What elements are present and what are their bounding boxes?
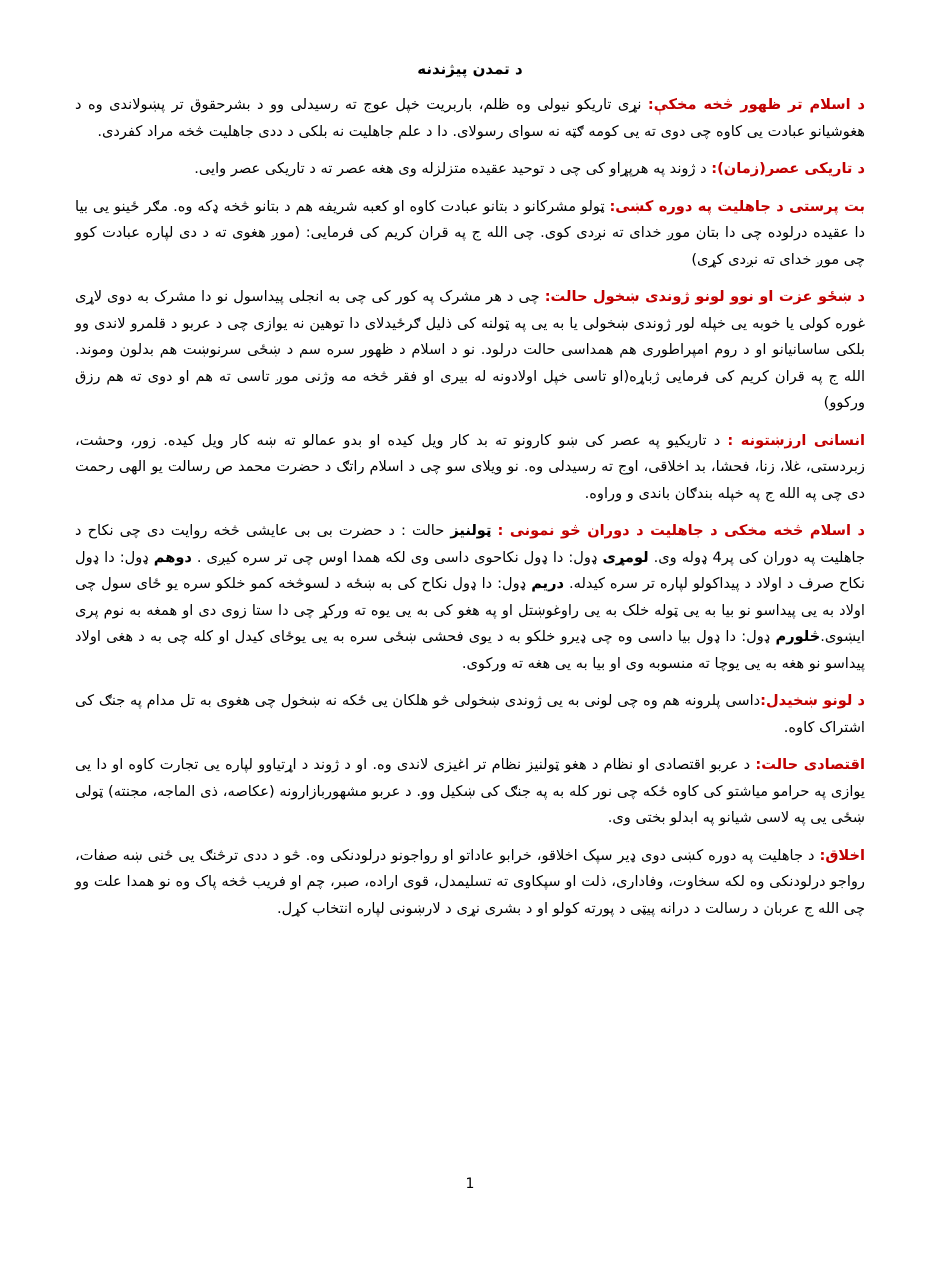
bold-term: لومړی	[602, 548, 649, 566]
body-text: ډول: دا ډول نکاحوی داسی وی لکه همدا اوس چی تر سره کیږی .	[191, 548, 603, 566]
body-text: ډول: دا ډول نکاح کی به ښځه د لسوڅخه کمو خلکو سره یو ځای سول چی اولاد به یی پیداسو نو بیا به یی ټوله خلک به یی راوغوښتل او په هغو کی به یی یوه ته ورکړ چی دا ستا زوی دی او همغه به نوم پری ایښوی.	[75, 575, 865, 645]
body-text: حالت : د حضرت بی بی عایشی څخه روایت دی چی نکاح د جاهلیت په دوران کی پر4 ډوله وی.	[75, 522, 866, 566]
paragraph-dark-age	[75, 156, 865, 183]
section-heading: اقتصادی حالت:	[755, 756, 865, 773]
section-body: د جاهلیت په دوره کښی دوی ډیر سپک اخلاقو، خرابو عاداتو او رواجونو درلودنکی وه. څو د ددی ترڅنګ یی ځنی ښه صفات، رواجو درلودنکی وه لکه سخاوت، وفاداری، ذلت او سپکاوی ته تسلیمدل، قوی اراده، صبر، چم او فریب څخه پاک وه نو همدا علت وو چی الله ج عربان د رسالت د درانه پیټی د پورته کولو او د بشری نړی د لارښونی لپاره انتخاب کړل.	[75, 846, 865, 917]
section-heading: اخلاق:	[819, 846, 865, 864]
paragraph-ethics	[75, 843, 865, 923]
section-body: داسی پلرونه هم وه چی لونی به یی ژوندی ښخولی څو هلکان یی ځکه نه ښخول چی هغوی به تل مدام په جنګ کی اشتراک کاوه.	[75, 692, 865, 736]
document-page	[75, 60, 865, 933]
section-body: د تاریکیو په عصر کی ښو کارونو ته بد کار ویل کیده او بدو عمالو ته ښه کار ویل کیده. زور، وحشت، زبردستی، غلا، زنا، فحشا، بد اخلاقی، اوج ته رسیدلی وه. نو ویلای سو چی د اسلام راتګ د حضرت محمد ص رسالت یو الهی رحمت دی چی په الله ج په خپله بندګان باندی و وراوه.	[75, 431, 865, 502]
section-body: د عربو اقتصادی او نظام د هغو ټولنیز نظام تر اغیزی لاندی وه. او د ژوند د اړتیاوو لپاره یی تجارت کاوه او دا یی یوازی په حرامو میاشتو کی کاوه ځکه چی نور کله به په جنګ کی ښکیل وو. د عربو مشهوربازارونه (عکاصه، ذی الماجه، مجنته) ټولی ښځی یی په لاسی شیانو په ابدلو بختی وی.	[75, 756, 865, 826]
section-heading: د لونو ښخیدل:	[760, 692, 865, 709]
paragraph-pre-islam	[75, 92, 865, 145]
paragraph-economy	[75, 752, 865, 832]
body-text: ډول: دا ډول بیا داسی وه چی ډیرو خلکو به د یوی فحشی ښځی سره به یی یوځای کیدل او کله چی به د هغی اولاد پیداسو نو هغه به یی یوچا ته منسوبه وی او بیا به یی هغه ته ورکوی.	[75, 628, 865, 672]
section-body: چی د هر مشرک په کور کی چی به انجلی پیداسول نو دا مشرک به دوی لاړی غوره کولی یا خوبه یی خپله لور ژوندی ښخولی یا به یی په ټولنه کی ذلیل ګرځیدلای دا توهین نه یوازی چی د عربو د قلمرو لاندی وو بلکی ساسانیانو او د روم امپراطوری هم همداسی حالت درلود. نو د اسلام د ظهور سره سم د ښځی سرنوښت هم بدلون وموند. الله ج په قران کریم کی فرمایی ژباړه(او تاسی خپل اولادونه له بیری او فقر څخه مه وژنی موږ تاسی ته هم او دوی ته هم رزق ورکوو)	[75, 288, 865, 411]
paragraph-human-values	[75, 428, 865, 508]
section-body: نړی تاریکو نیولی وه ظلم، باربریت خپل عوج ته رسیدلی وو د بشرحقوق تر پښولاندی وه د هغوشیانو عبادت یی کاوه چی دوی ته یی کومه ګټه نه سوای رسولای. دا د علم جاهلیت نه بلکی د ددی جاهلیت څخه مراد کفردی.	[75, 96, 865, 140]
section-heading: د تاریکی عصر(زمان):	[711, 160, 865, 177]
section-heading: د ښځو عزت او نوو لونو ژوندی ښخول حالت:	[544, 288, 865, 305]
bold-term: دریم	[531, 575, 565, 592]
section-heading: د اسلام تر ظهور څخه مخکې:	[647, 96, 865, 113]
paragraph-daughter-burial	[75, 688, 865, 741]
section-heading: د اسلام څخه مخکی د جاهلیت د دوران څو نمونی :	[497, 522, 866, 539]
bold-term: ټولنیز	[450, 522, 492, 539]
body-text: ډول: دا ډول نکاح صرف د اولاد د پیداکولو لپاره تر سره کیدله.	[75, 548, 865, 592]
paragraph-women-status	[75, 284, 865, 417]
bold-term: څلورم	[775, 628, 821, 645]
section-heading: انسانی ارزښتونه :	[727, 431, 865, 449]
section-body	[75, 522, 865, 672]
section-body: د ژوند په هرپړاو کی چی د توحید عقیده متزلزله وی هغه عصر ته د تاریکی عصر وایی.	[194, 160, 712, 177]
document-title: د تمدن پیژندنه	[417, 60, 523, 78]
section-body: ټولو مشرکانو د بتانو عبادت کاوه او کعبه شریفه هم د بتانو څخه ډکه وه. مګر ځینو یی بیا دا عقیده درلوده چی دا بتان موږ خدای ته نږدی کوی. چی الله ج په قران کریم کی فرمایی: (موږ هغوی ته د دی لپاره عبادت کوو چی موږ خدای ته نږدی کړی)	[75, 197, 865, 268]
paragraph-idol-worship	[75, 194, 865, 274]
page-number: 1	[465, 1176, 475, 1192]
paragraph-social-examples	[75, 518, 865, 677]
section-heading: بت پرستی د جاهلیت په دوره کښی:	[609, 197, 865, 215]
bold-term: دوهم	[153, 548, 192, 566]
